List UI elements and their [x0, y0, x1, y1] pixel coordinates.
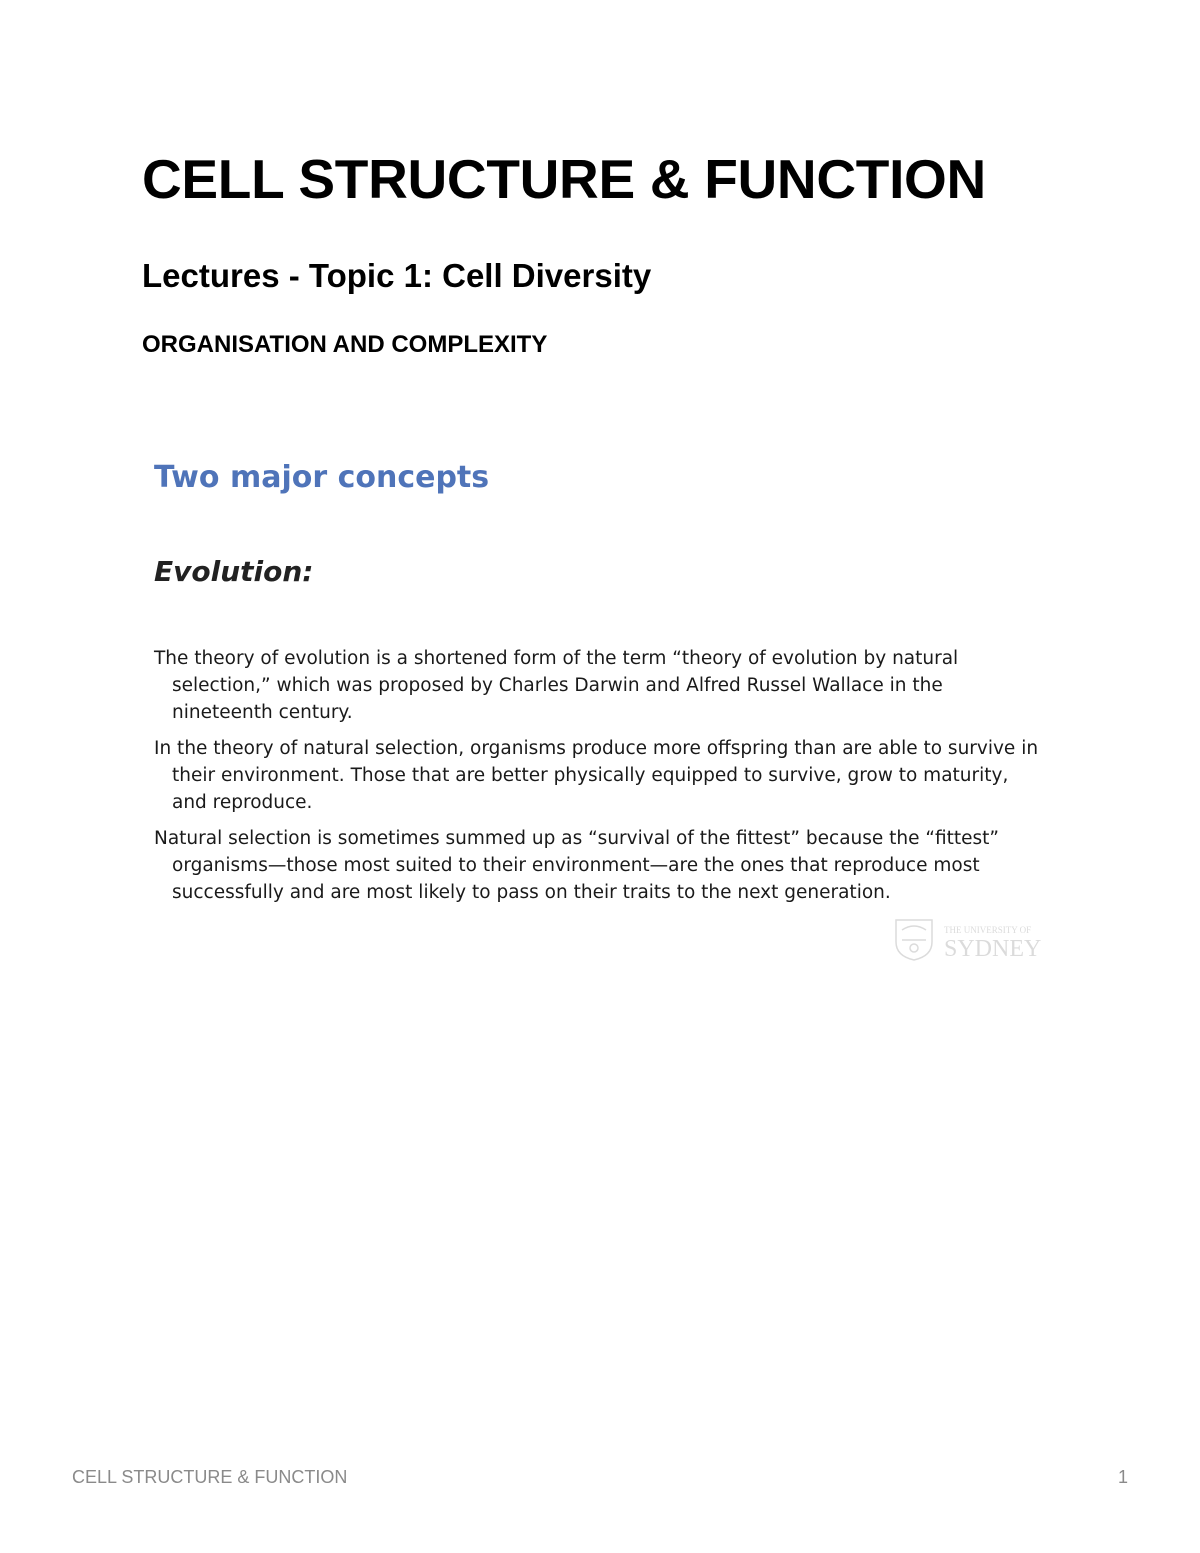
lecture-subtitle: Lectures - Topic 1: Cell Diversity [142, 257, 652, 294]
crest-icon [896, 920, 932, 960]
slide-title: Two major concepts [154, 460, 490, 495]
slide-bullet: In the theory of natural selection, organisms produce more offspring than are able to survive in their environment. Those that are better physically equipped to survive, grow to maturity, and reproduce. [154, 738, 1039, 813]
slide-bullet: The theory of evolution is a shortened form of the term “theory of evolution by natural selection,” which was proposed by Charles Darwin and Alfred Russel Wallace in the nineteenth century. [154, 648, 959, 723]
university-logo [892, 916, 1042, 962]
section-heading: ORGANISATION AND COMPLEXITY [142, 331, 548, 358]
logo-text-line2: SYDNEY [944, 936, 1042, 962]
slide-bullet: Natural selection is sometimes summed up as “survival of the fittest” because the “fittest” organisms—those most suited to their environment—are the ones that reproduce most successfully and are most likely to pass on their traits to the next generation. [154, 828, 1000, 903]
embedded-slide-image [140, 440, 1040, 960]
footer-document-title: CELL STRUCTURE & FUNCTION [72, 1467, 348, 1487]
slide-subheading: Evolution: [154, 555, 314, 588]
logo-text-line1: THE UNIVERSITY OF [944, 925, 1032, 935]
footer-page-number: 1 [1118, 1467, 1129, 1487]
page-title: CELL STRUCTURE & FUNCTION [142, 148, 986, 210]
slide-bullet-list [154, 645, 1039, 915]
